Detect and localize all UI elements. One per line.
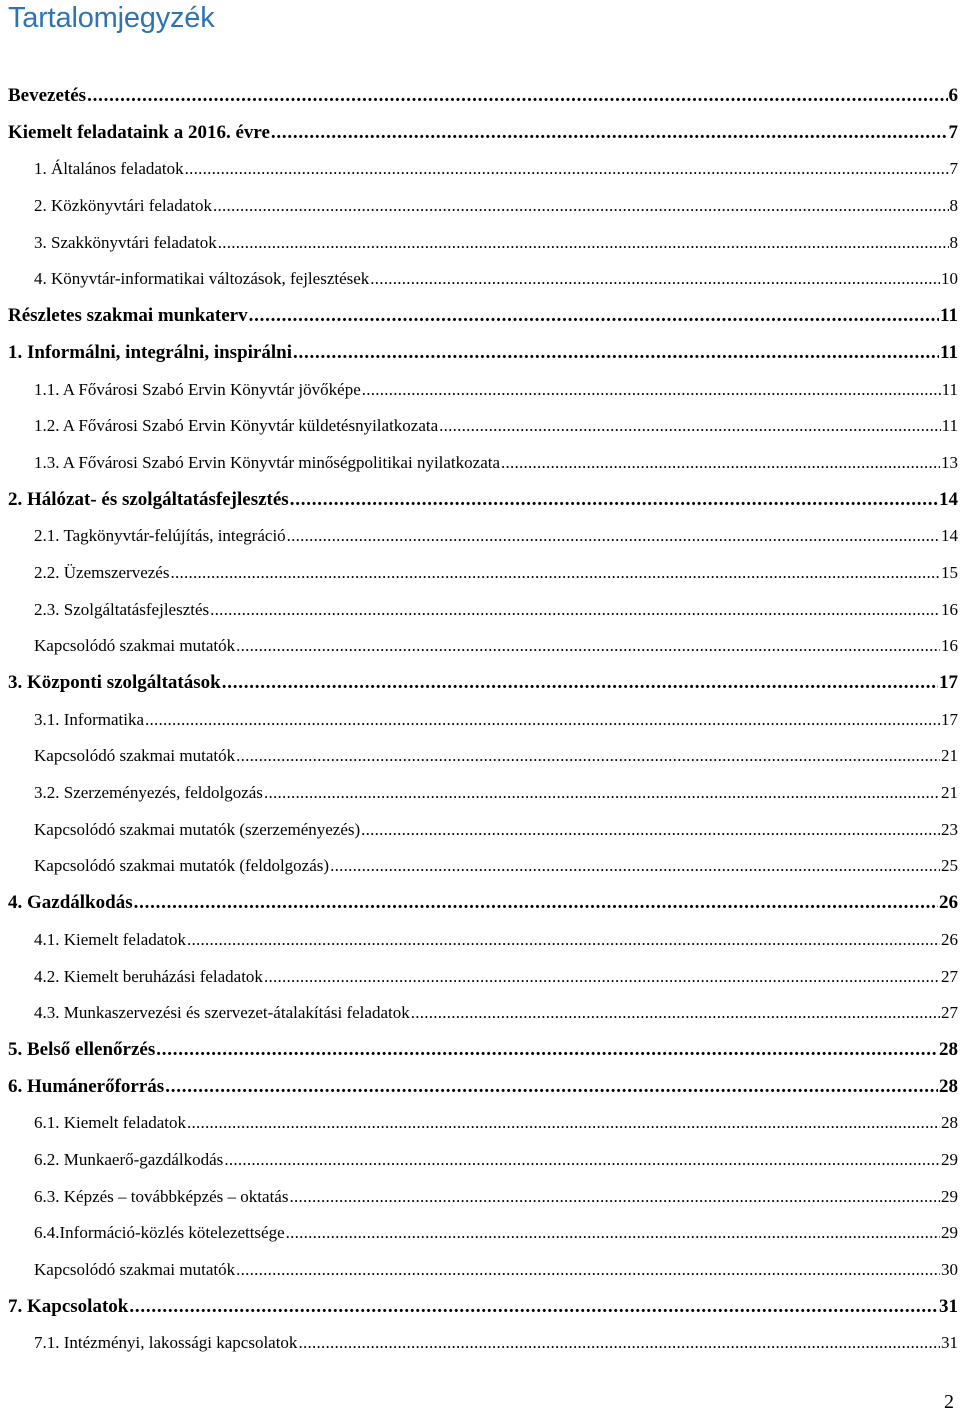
toc-entry-title: 2.2. Üzemszervezés [34, 562, 170, 582]
toc-entry[interactable] [0, 1252, 960, 1289]
dot-leader [289, 1179, 940, 1216]
dot-leader [222, 665, 938, 702]
toc-entry[interactable] [0, 1032, 960, 1069]
toc-entry-page: 26 [941, 929, 958, 949]
toc-entry[interactable] [0, 1289, 960, 1326]
toc-entry[interactable] [0, 225, 960, 262]
toc-entry-page: 17 [941, 709, 958, 729]
dot-leader [210, 592, 940, 629]
dot-leader [501, 445, 940, 482]
toc-entry-title: 1.1. A Fővárosi Szabó Ervin Könyvtár jövőképe [34, 379, 361, 399]
toc-entry-title: 3.1. Informatika [34, 709, 144, 729]
dot-leader [286, 1215, 940, 1252]
toc-entry-page: 21 [941, 746, 958, 766]
dot-leader [264, 775, 940, 812]
toc-entry[interactable] [0, 555, 960, 592]
toc-entry[interactable] [0, 959, 960, 996]
toc-entry-title: Kapcsolódó szakmai mutatók [34, 636, 236, 656]
toc-entry[interactable] [0, 188, 960, 225]
dot-leader [298, 1325, 940, 1362]
toc-entry-title: Bevezetés [8, 85, 87, 106]
toc-entry[interactable] [0, 408, 960, 445]
toc-entry[interactable] [0, 1105, 960, 1142]
toc-entry-title: 2.3. Szolgáltatásfejlesztés [34, 599, 210, 619]
dot-leader [165, 1069, 938, 1106]
toc-entry[interactable] [0, 335, 960, 372]
dot-leader [129, 1289, 938, 1326]
toc-entry-page: 11 [941, 379, 958, 399]
toc-entry-title: 4.1. Kiemelt feladatok [34, 929, 187, 949]
dot-leader [185, 151, 949, 188]
toc-entry[interactable] [0, 628, 960, 665]
toc-entry-title: 1.3. A Fővárosi Szabó Ervin Könyvtár minőségpolitikai nyilatkozata [34, 452, 501, 472]
toc-entry-title: 3. Központi szolgáltatások [8, 672, 221, 693]
toc-entry-page: 27 [941, 966, 958, 986]
toc-entry[interactable] [0, 298, 960, 335]
toc-entry[interactable] [0, 1142, 960, 1179]
toc-entry-title: 4.3. Munkaszervezési és szervezet-átalakítási feladatok [34, 1003, 410, 1023]
toc-entry-page: 31 [941, 1333, 958, 1353]
toc-entry-title: 6.1. Kiemelt feladatok [34, 1113, 187, 1133]
dot-leader [170, 555, 940, 592]
toc-entry-page: 13 [941, 452, 958, 472]
toc-entry-page: 11 [940, 305, 958, 327]
dot-leader [145, 702, 940, 739]
toc-entry-page: 29 [941, 1149, 958, 1169]
toc-entry[interactable] [0, 738, 960, 775]
toc-entry[interactable] [0, 702, 960, 739]
dot-leader [187, 922, 940, 959]
toc-entry-page: 16 [941, 599, 958, 619]
dot-leader [439, 408, 940, 445]
toc-entry-title: 2. Közkönyvtári feladatok [34, 196, 212, 216]
dot-leader [370, 261, 940, 298]
toc-entry[interactable] [0, 1069, 960, 1106]
toc-entry-page: 28 [939, 1038, 958, 1060]
toc-entry-page: 11 [940, 341, 958, 363]
toc-entry-title: 6. Humánerőforrás [8, 1075, 165, 1097]
toc-entry-page: 28 [939, 1075, 958, 1097]
dot-leader [236, 738, 940, 775]
toc-entry-title: 4.2. Kiemelt beruházási feladatok [34, 966, 263, 986]
toc-entry-page: 14 [939, 488, 958, 510]
toc-entry[interactable] [0, 1179, 960, 1216]
toc-entry-title: Kapcsolódó szakmai mutatók [34, 746, 236, 766]
dot-leader [290, 482, 938, 519]
toc-entry-title: Kapcsolódó szakmai mutatók [34, 1260, 236, 1279]
toc-entry-page: 31 [939, 1295, 958, 1317]
toc-entry-page: 17 [939, 672, 958, 693]
toc-entry-page: 29 [941, 1186, 958, 1206]
toc-entry-page: 6 [948, 85, 958, 106]
dot-leader [293, 335, 939, 372]
toc-entry[interactable] [0, 775, 960, 812]
toc-entry-page: 21 [941, 783, 958, 803]
toc-entry[interactable] [0, 848, 960, 885]
toc-entry[interactable] [0, 482, 960, 519]
dot-leader [249, 298, 939, 335]
toc-entry-title: Kapcsolódó szakmai mutatók (szerzeményezés) [34, 819, 361, 839]
toc-entry-title: Részletes szakmai munkaterv [8, 305, 248, 327]
toc-entry-title: Kapcsolódó szakmai mutatók (feldolgozás) [34, 856, 330, 876]
dot-leader [264, 959, 940, 996]
toc-entry-title: 6.4.Információ-közlés kötelezettsége [34, 1223, 285, 1243]
dot-leader [362, 372, 941, 409]
toc-entry[interactable] [0, 812, 960, 849]
toc-entry-title: 3. Szakkönyvtári feladatok [34, 232, 217, 252]
dot-leader [134, 885, 938, 922]
toc-entry-title: 3.2. Szerzeményezés, feldolgozás [34, 783, 263, 803]
dot-leader [224, 1142, 940, 1179]
page-number: 2 [944, 1391, 954, 1413]
dot-leader [361, 812, 940, 849]
toc-entry-page: 7 [948, 121, 958, 143]
toc-entry-page: 7 [949, 159, 958, 179]
dot-leader [330, 848, 940, 885]
dot-leader [236, 628, 940, 665]
dot-leader [156, 1032, 938, 1069]
toc-entry[interactable] [0, 372, 960, 409]
toc-entry-page: 8 [949, 232, 958, 252]
toc-entry-title: 4. Gazdálkodás [8, 892, 133, 914]
toc-entry[interactable] [0, 115, 960, 152]
dot-leader [411, 995, 940, 1032]
toc-entry[interactable] [0, 78, 960, 115]
toc-entry-title: 2. Hálózat- és szolgáltatásfejlesztés [8, 488, 289, 510]
toc-entry-page: 27 [941, 1003, 958, 1023]
toc-entry-title: 7. Kapcsolatok [8, 1295, 129, 1317]
toc-entry-page: 8 [949, 196, 958, 216]
dot-leader [87, 78, 947, 115]
toc-entry-title: 7.1. Intézményi, lakossági kapcsolatok [34, 1333, 298, 1353]
toc-entry-page: 25 [941, 856, 958, 876]
dot-leader [218, 225, 949, 262]
toc-entry[interactable] [0, 922, 960, 959]
toc-entry[interactable] [0, 995, 960, 1032]
toc-entry[interactable] [0, 261, 960, 298]
toc-entry[interactable] [0, 151, 960, 188]
dot-leader [271, 115, 948, 152]
toc-entry-title: 6.2. Munkaerő-gazdálkodás [34, 1149, 224, 1169]
toc-entry-page: 23 [941, 819, 958, 839]
dot-leader [187, 1105, 940, 1142]
dot-leader [287, 518, 940, 555]
toc-entry-title: 6.3. Képzés – továbbképzés – oktatás [34, 1186, 289, 1206]
toc-entry-title: 5. Belső ellenőrzés [8, 1038, 156, 1060]
toc-entry-page: 15 [941, 562, 958, 582]
toc-entry-page: 14 [941, 526, 958, 546]
toc-entry-page: 30 [941, 1260, 958, 1279]
table-of-contents [0, 78, 960, 1362]
toc-entry[interactable] [0, 518, 960, 555]
toc-entry[interactable] [0, 445, 960, 482]
toc-entry-title: 4. Könyvtár-informatikai változások, fejlesztések [34, 269, 370, 289]
toc-entry[interactable] [0, 885, 960, 922]
toc-entry[interactable] [0, 1215, 960, 1252]
toc-entry-page: 26 [939, 892, 958, 914]
toc-entry-page: 29 [941, 1223, 958, 1243]
dot-leader [213, 188, 949, 225]
toc-entry-title: 1. Általános feladatok [34, 159, 184, 179]
page-title: Tartalomjegyzék [8, 2, 215, 34]
dot-leader [236, 1252, 940, 1289]
toc-entry-page: 28 [941, 1113, 958, 1133]
toc-entry-title: 1. Informálni, integrálni, inspirálni [8, 341, 292, 363]
toc-entry-page: 10 [941, 269, 958, 289]
toc-entry-page: 16 [941, 636, 958, 656]
toc-entry[interactable] [0, 665, 960, 702]
toc-entry-title: 2.1. Tagkönyvtár-felújítás, integráció [34, 526, 286, 546]
toc-entry[interactable] [0, 592, 960, 629]
toc-entry-page: 11 [941, 416, 958, 436]
toc-entry-title: Kiemelt feladataink a 2016. évre [8, 121, 270, 143]
toc-entry[interactable] [0, 1325, 960, 1362]
toc-entry-title: 1.2. A Fővárosi Szabó Ervin Könyvtár küldetésnyilatkozata [34, 416, 439, 436]
